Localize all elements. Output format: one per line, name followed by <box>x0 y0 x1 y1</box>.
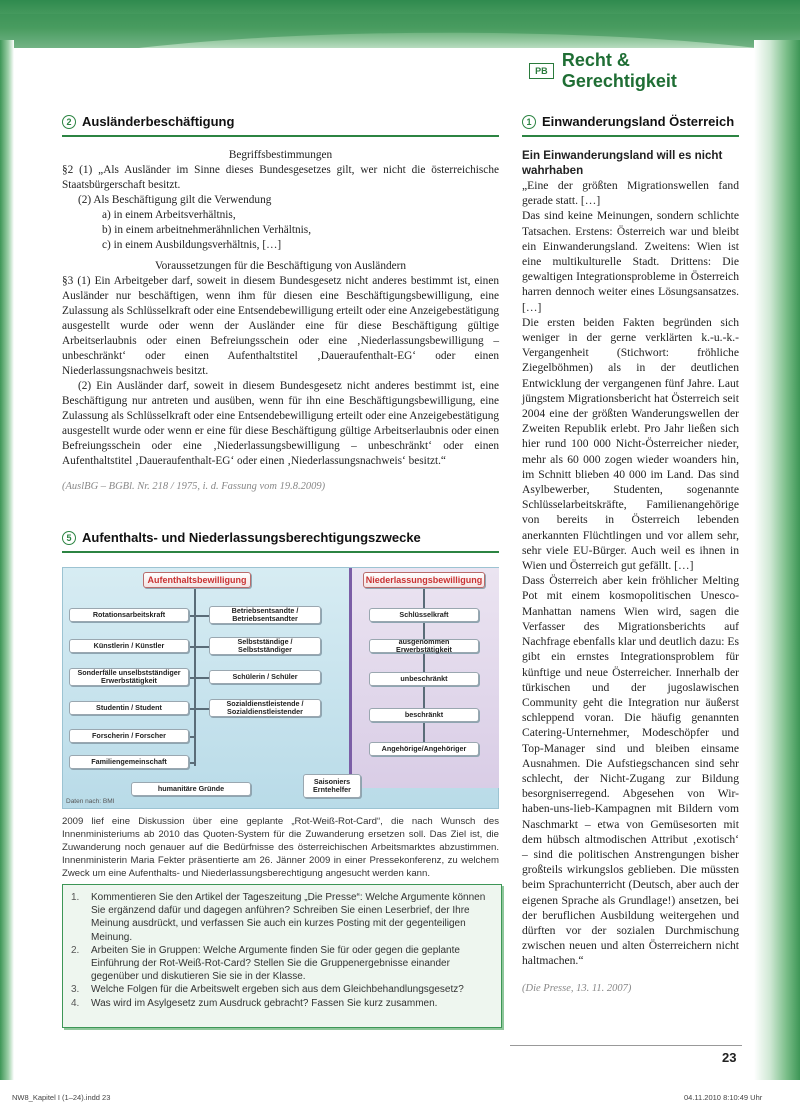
diagram-box: Forscherin / Forscher <box>69 729 189 743</box>
diagram-box: Sozialdienstleistende / Sozialdienstleistender <box>209 699 321 717</box>
task-item: 2. Arbeiten Sie in Gruppen: Welche Argumente finden Sie für oder gegen die geplante Einführung der Rot-Weiß-Rot-Card? Stellen Sie die Gruppenergebnisse einander gegenüber und diskutieren Sie sie in der Klasse. <box>71 944 460 983</box>
diagram-box: Betriebsentsandte / Betriebsentsandter <box>209 606 321 624</box>
section-number-badge: 5 <box>62 531 76 545</box>
task-item: 1. Kommentieren Sie den Artikel der Tageszeitung „Die Presse“: Welche Argumente können Sie ergänzend dafür und dagegen anführen? Schreiben Sie einen Leserbrief, der Ihre Meinung ausdrückt, und verfassen Sie auch ein kurzes Posting mit der gegenteiligen Meinung. <box>71 892 486 943</box>
section-title: Recht & Gerechtigkeit <box>561 50 677 91</box>
diagram-caption: 2009 lief eine Diskussion über eine geplante „Rot-Weiß-Rot-Card“, die nach Wunsch des Innenministeriums ab 2010 das Quoten-System für die Zuwanderung ersetzen soll. Das Ziel ist, die Zuwanderung noch genauer auf die Bedürfnisse des österreichischen Arbeitsmarktes abzustimmen. Innenministerin Maria Fekter präsentierte am 26. Jänner 2009 in einer Pressekonferenz, zu welchem Zweck um eine Aufenthalts- und Niederlassungsberechtigung angesucht werden kann. <box>62 816 499 879</box>
section-2-title: Ausländerbeschäftigung <box>82 114 235 129</box>
section-2-heading <box>62 114 499 137</box>
article-paragraph: „Eine der größten Migrationswellen fand gerade statt. […] <box>522 179 739 208</box>
law-list-item: b) in einem arbeitnehmerähnlichen Verhältnis, <box>102 224 312 236</box>
diagram-box: Künstlerin / Künstler <box>69 639 189 653</box>
article-paragraph: Das sind keine Meinungen, sondern schlichte Tatsachen. Erstens: Österreich war und bleibt ein Einwanderungsland. Zweitens: Wien ist eine multikulturelle Stadt. Drittens: Die gewaltigen Integrationsprobleme in Österreich harren dennoch weiter eines Lösungsansatzes. […] <box>522 209 739 314</box>
tasks-box <box>62 884 502 1028</box>
right-green-frame <box>754 40 800 1080</box>
law-paragraph: §2 (1) „Als Ausländer im Sinne dieses Bundesgesetzes gilt, wer nicht die österreichische Staatsbürgerschaft besitzt. <box>62 164 499 191</box>
diagram-box: Studentin / Student <box>69 701 189 715</box>
diagram-box: unbeschränkt <box>369 672 479 686</box>
niederlassungsbewilligung-head: Niederlassungsbewilligung <box>363 572 485 588</box>
law-paragraph: §3 (1) Ein Arbeitgeber darf, soweit in diesem Bundesgesetz nicht anderes bestimmt ist, einen Ausländer nur beschäftigen, wenn ihm für diesen eine Beschäftigungsbewilligung, eine Zulassung als Schlüsselkraft oder eine Entsendebewilligung erteilt oder eine Anzeigebestätigung ausgestellt wurde oder wenn der Ausländer eine für diese Beschäftigung gültige Arbeitserlaubnis oder einen Befreiungsschein oder eine ‚Niederlassungsbewilligung – unbeschränkt‘ oder einen Aufenthaltstitel ‚Daueraufenthalt-EG‘ oder einen Niederlassungsnachweis besitzt. <box>62 275 500 377</box>
task-item: 4. Was wird im Asylgesetz zum Ausdruck gebracht? Fassen Sie kurz zusammen. <box>71 997 438 1009</box>
diagram-box: Familiengemeinschaft <box>69 755 189 769</box>
print-date-info: 04.11.2010 8:10:49 Uhr <box>684 1093 763 1102</box>
diagram-box: humanitäre Gründe <box>131 782 251 796</box>
diagram-box: Schlüsselkraft <box>369 608 479 622</box>
section-1-title: Einwanderungsland Österreich <box>542 114 735 129</box>
diagram-source: Daten nach: BMI <box>66 798 115 805</box>
newspaper-article <box>522 148 739 996</box>
section-header <box>529 50 741 91</box>
law-paragraph: (2) Ein Ausländer darf, soweit in diesem Bundesgesetz nicht anderes bestimmt ist, eine Beschäftigung nur antreten und ausüben, wenn für ihn eine Beschäftigungsbewilligung, eine Zulassung als Schlüsselkraft oder eine Entsendebewilligung erteilt oder eine Anzeigebestätigung ausgestellt wurde oder wenn er eine für diese Beschäftigung gültige Arbeitserlaubnis oder einen Befreiungsschein oder eine ‚Niederlassungsbewilligung – unbeschränkt‘ oder einen Aufenthaltstitel ‚Daueraufenthalt-EG‘ oder einen ‚Niederlassungsnachweis‘ besitzt.“ <box>62 380 500 467</box>
diagram-box: beschränkt <box>369 708 479 722</box>
law-list-item: a) in einem Arbeitsverhältnis, <box>102 209 236 221</box>
diagram-box: ausgenommen Erwerbstätigkeit <box>369 639 479 653</box>
article-title: Ein Einwanderungsland will es nicht wahrhaben <box>522 149 723 177</box>
publisher-logo: PB <box>529 63 554 79</box>
section-5-heading <box>62 530 499 553</box>
left-green-frame <box>0 40 14 1080</box>
law-text <box>62 148 499 494</box>
page-number: 23 <box>722 1050 737 1065</box>
residence-permit-diagram <box>62 567 499 809</box>
task-item: 3. Welche Folgen für die Arbeitswelt ergeben sich aus dem Gleichbehandlungsgesetz? <box>71 984 464 996</box>
diagram-box: Sonderfälle unselbstständiger Erwerbstätigkeit <box>69 668 189 686</box>
aufenthaltsbewilligung-head: Aufenthaltsbewilligung <box>143 572 251 588</box>
section-5-title: Aufenthalts- und Niederlassungsberechtigungszwecke <box>82 530 421 545</box>
article-source: (Die Presse, 13. 11. 2007) <box>522 982 632 994</box>
diagram-box-seasonal: Saisoniers Erntehelfer <box>303 774 361 798</box>
diagram-box: Selbstständige / Selbstständiger <box>209 637 321 655</box>
footer-rule <box>510 1045 742 1046</box>
article-paragraph: Die ersten beiden Fakten begründen sich weniger in der gerne verklärten k.-u.-k.-Vergangenheit (Stichwort: fröhliche Ziegelböhmen) als in der deutlichen Entwicklung der vergangenen fünf Jahre. Laut jüngstem Migrationsbericht hat Österreich seit 2004 eine der größten Wanderungswellen der Zweiten Republik erlebt. Pro Jahr ließen sich hier rund 100 000 Nicht-Österreicher nieder, mehr als 60 000 zogen wieder woanders hin, im Schnitt blieben 40 000 im Land. Das sind Asylbewerber, Studenten, sogenannte Schlüsselarbeitskräfte, Familienangehörige von bereits in Österreich lebenden anerkannten Flüchtlingen und vor allem sehr, sehr viele EU-Bürger. Auch weil es ihnen in Wien und Österreich gut gefällt. […] <box>522 315 739 573</box>
print-file-info: NW8_Kapitel I (1–24).indd 23 <box>12 1093 111 1102</box>
law-heading-2: Voraussetzungen für die Beschäftigung von Ausländern <box>154 260 407 272</box>
article-paragraph: Dass Österreich aber kein fröhlicher Melting Pot mit einem kosmopolitischen Unesco-Manhattan namens Wien wird, sagen die Verfasser des Migrationsberichts auf Nachfrage ebenfalls klar und deutlich dazu: Es gibt ein ernstes Integrationsproblem für künftige und neue Österreicher. Innerhalb der türkischen und der jugoslawischen Community geht die Integration nur äußerst schleppend voran. Die häufig genannten Catering-Unternehmer, Modeschöpfer und Top-Manager sind und bleiben einsame Ausnahmen. Die Aufstiegschancen sind sehr schlecht, der Nicht-Zugang zur Bildung besorgniserregend. Abgesehen von Wir-haben-uns-lieb-Kampagnen mit Bildern vom Naschmarkt – etwa von Gemüsesorten mit dem hübsch altmodischen Attribut ‚exotisch‘ – sind die politischen Anstrengungen bisher großteils wirkungslos geblieben. Die müssten beim Sprachunterricht (Deutsch, aber auch der eigenen Sprache als Grundlage!) ansetzen, bei der beruflichen Ausbildung weitergehen und dürften vor der sozialen Durchmischung zwischen neuen und alten Österreichern nicht haltmachen.“ <box>522 574 739 968</box>
law-list-item: c) in einem Ausbildungsverhältnis, […] <box>102 239 282 251</box>
diagram-box: Angehörige/Angehöriger <box>369 742 479 756</box>
section-number-badge: 2 <box>62 115 76 129</box>
law-heading-1: Begriffsbestimmungen <box>228 149 333 161</box>
law-paragraph: (2) Als Beschäftigung gilt die Verwendung <box>78 194 272 206</box>
section-1-heading <box>522 114 739 137</box>
section-number-badge: 1 <box>522 115 536 129</box>
diagram-box: Rotationsarbeitskraft <box>69 608 189 622</box>
law-source: (AuslBG – BGBl. Nr. 218 / 1975, i. d. Fassung vom 19.8.2009) <box>62 481 326 492</box>
diagram-box: Schülerin / Schüler <box>209 670 321 684</box>
